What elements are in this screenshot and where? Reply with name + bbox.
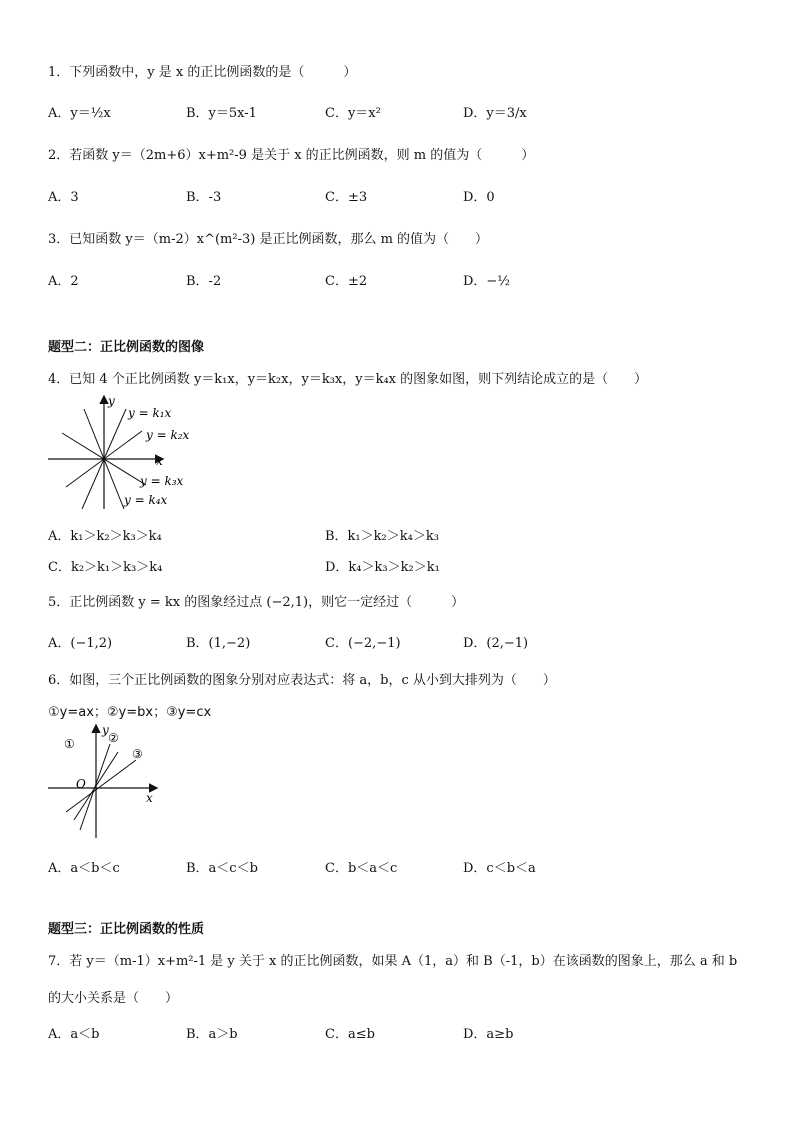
q4-graph (44, 393, 214, 513)
q2-option-b: B．-3 (186, 190, 222, 205)
q6-option-d: D．c＜b＜a (463, 861, 536, 876)
q7-option-b: B．a＞b (186, 1027, 238, 1042)
q6-sub: ①y=ax；②y=bx；③y=cx (48, 705, 212, 720)
q6-stem: 6．如图，三个正比例函数的图象分别对应表达式：将 a，b，c 从小到大排列为（ ） (48, 673, 556, 688)
q4-label-k1: y = k₁x (128, 406, 172, 420)
q7-stem-line2: 的大小关系是（ ） (48, 991, 179, 1006)
q4-label-k4: y = k₄x (124, 493, 168, 507)
q4-label-k2: y = k₂x (146, 428, 190, 442)
q6-graph (44, 722, 174, 842)
q4-option-b: B．k₁＞k₂＞k₄＞k₃ (325, 529, 439, 544)
q7-option-a: A．a＜b (48, 1027, 100, 1042)
q2-stem: 2．若函数 y＝（2m+6）x+m²-9 是关于 x 的正比例函数，则 m 的值为（ ） (48, 148, 535, 163)
q4-option-c: C．k₂＞k₁＞k₃＞k₄ (48, 560, 163, 575)
q1-option-b: B．y＝5x-1 (186, 106, 257, 121)
q5-stem: 5．正比例函数 y = kx 的图象经过点 (−2,1)，则它一定经过（ ） (48, 595, 465, 610)
q6-label-y: y (102, 723, 109, 737)
q6-option-c: C．b＜a＜c (325, 861, 398, 876)
q6-label-x: x (146, 791, 153, 805)
q1-stem: 1．下列函数中，y 是 x 的正比例函数的是（ ） (48, 65, 357, 80)
q6-label-1: ① (64, 737, 75, 751)
q3-stem: 3．已知函数 y＝（m-2）x^(m²-3) 是正比例函数，那么 m 的值为（ ） (48, 232, 489, 247)
q5-option-d: D．(2,−1) (463, 636, 529, 651)
q3-option-a: A．2 (48, 274, 79, 289)
q6-label-3: ③ (132, 747, 143, 761)
q4-label-y: y (108, 394, 115, 408)
section-title-3: 题型三：正比例函数的性质 (48, 922, 205, 937)
q7-option-d: D．a≥b (463, 1027, 514, 1042)
q6-label-2: ② (108, 731, 119, 745)
q4-stem: 4．已知 4 个正比例函数 y＝k₁x，y＝k₂x，y＝k₃x，y＝k₄x 的图象如图，则下列结论成立的是（ ） (48, 372, 648, 387)
q4-label-x: x (156, 454, 163, 468)
q1-option-a: A．y＝½x (48, 106, 111, 121)
q4-option-d: D．k₄＞k₃＞k₂＞k₁ (325, 560, 440, 575)
q2-option-a: A．3 (48, 190, 79, 205)
q3-option-b: B．-2 (186, 274, 222, 289)
q4-label-k3: y = k₃x (140, 474, 184, 488)
section-title-2: 题型二：正比例函数的图像 (48, 340, 205, 355)
q3-option-c: C．±2 (325, 274, 368, 289)
q7-option-c: C．a≤b (325, 1027, 375, 1042)
q6-label-origin: O (76, 777, 86, 791)
q1-option-d: D．y＝3/x (463, 106, 527, 121)
q2-option-d: D．0 (463, 190, 495, 205)
q2-option-c: C．±3 (325, 190, 368, 205)
q6-option-a: A．a＜b＜c (48, 861, 120, 876)
q3-option-d: D．−½ (463, 274, 510, 289)
q6-option-b: B．a＜c＜b (186, 861, 258, 876)
q7-stem-line1: 7．若 y＝（m-1）x+m²-1 是 y 关于 x 的正比例函数，如果 A（1，a）和 B（-1，b）在该函数的图象上，那么 a 和 b (48, 954, 738, 969)
q4-option-a: A．k₁＞k₂＞k₃＞k₄ (48, 529, 162, 544)
q1-option-c: C．y＝x² (325, 106, 381, 121)
q5-option-b: B．(1,−2) (186, 636, 251, 651)
q5-option-a: A．(−1,2) (48, 636, 113, 651)
q5-option-c: C．(−2,−1) (325, 636, 401, 651)
